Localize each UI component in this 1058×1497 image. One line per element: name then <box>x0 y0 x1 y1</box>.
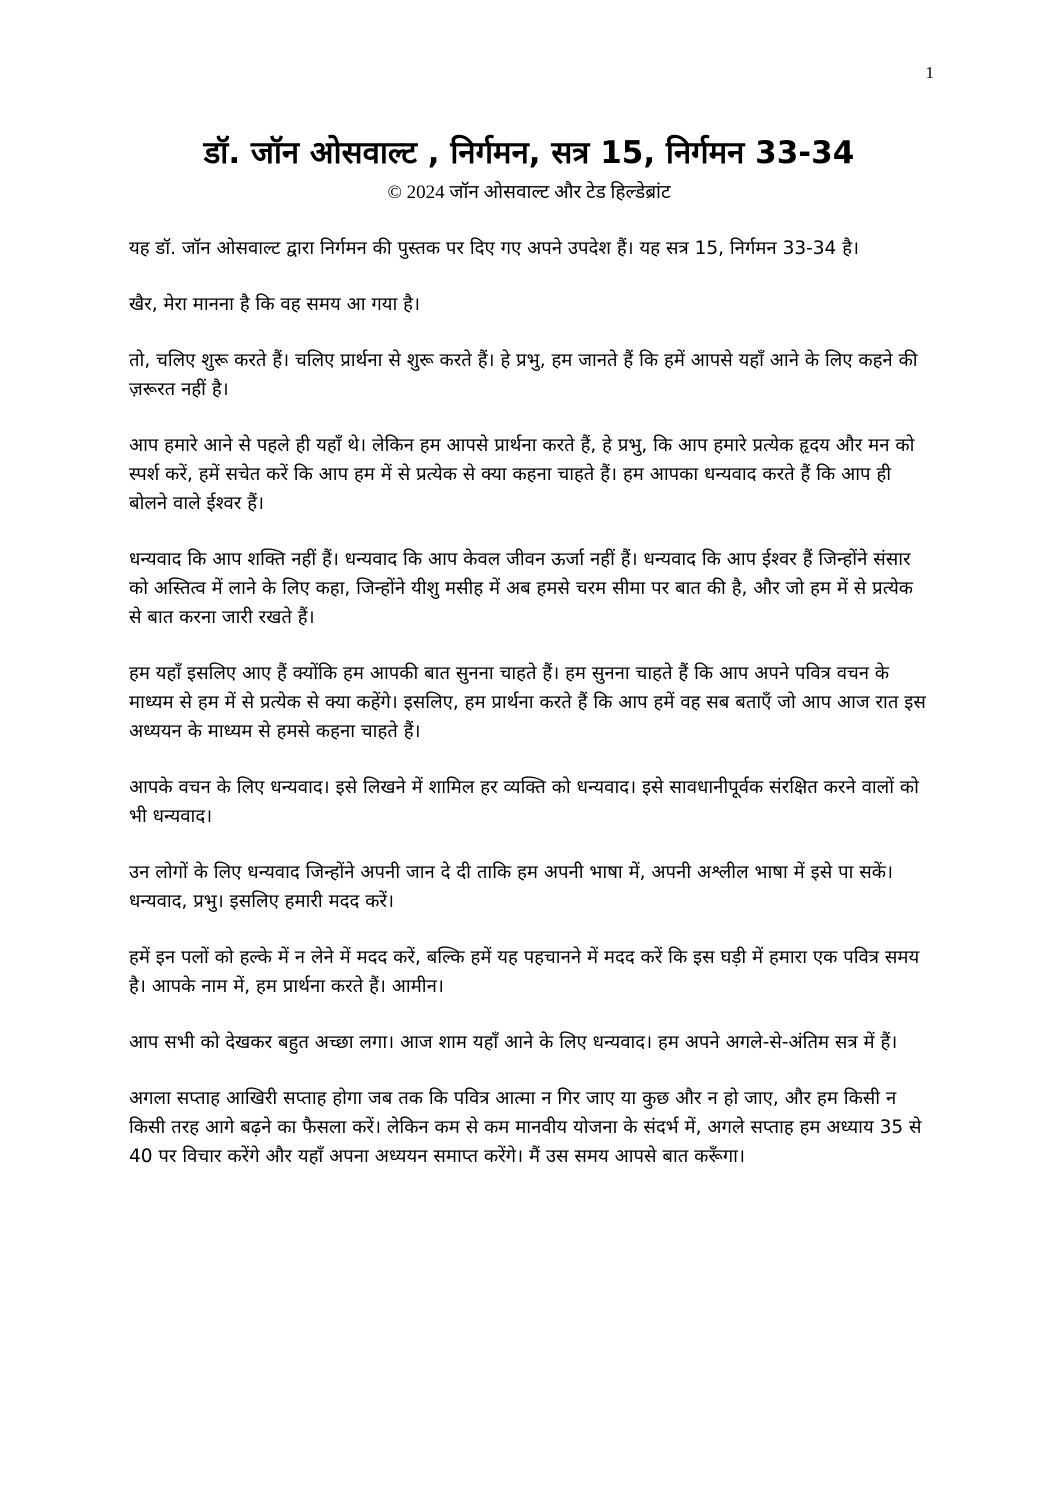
paragraph: तो, चलिए शुरू करते हैं। चलिए प्रार्थना से शुरू करते हैं। हे प्रभु, हम जानते हैं कि हमें आपसे यहाँ आने के लिए कहने की ज़रूरत नहीं है। <box>129 350 918 400</box>
paragraph: आप सभी को देखकर बहुत अच्छा लगा। आज शाम यहाँ आने के लिए धन्यवाद। हम अपने अगले-से-अंतिम सत्र में हैं। <box>129 1032 898 1053</box>
copyright-line: © 2024 जॉन ओसवाल्ट और टेड हिल्डेब्रांट <box>387 182 671 203</box>
paragraph: अगला सप्ताह आखिरी सप्ताह होगा जब तक कि पवित्र आत्मा न गिर जाए या कुछ और न हो जाए, और हम किसी न किसी तरह आगे बढ़ने का फैसला करें। लेकिन कम से कम मानवीय योजना के संदर्भ में, अगले सप्ताह हम अध्याय 35 से 40 पर विचार करेंगे और यहाँ अपना अध्ययन समाप्त करेंगे। मैं उस समय आपसे बात करूँगा। <box>129 1088 922 1167</box>
paragraph: यह डॉ. जॉन ओसवाल्ट द्वारा निर्गमन की पुस्तक पर दिए गए अपने उपदेश हैं। यह सत्र 15, निर्गमन 33-34 है। <box>129 238 860 259</box>
page-number: 1 <box>925 63 934 82</box>
paragraph: हम यहाँ इसलिए आए हैं क्योंकि हम आपकी बात सुनना चाहते हैं। हम सुनना चाहते हैं कि आप अपने पवित्र वचन के माध्यम से हम में से प्रत्येक से क्या कहेंगे। इसलिए, हम प्रार्थना करते हैं कि आप हमें वह सब बताएँ जो आप आज रात इस अध्ययन के माध्यम से हमसे कहना चाहते हैं। <box>129 663 926 742</box>
document-title: डॉ. जॉन ओसवाल्ट , निर्गमन, सत्र 15, निर्गमन 33-34 <box>203 135 855 171</box>
paragraph: धन्यवाद कि आप शक्ति नहीं हैं। धन्यवाद कि आप केवल जीवन ऊर्जा नहीं हैं। धन्यवाद कि आप ईश्वर हैं जिन्होंने संसार को अस्तित्व में लाने के लिए कहा, जिन्होंने यीशु मसीह में अब हमसे चरम सीमा पर बात की है, और जो हम में से प्रत्येक से बात करना जारी रखते हैं। <box>129 549 914 628</box>
paragraph: खैर, मेरा मानना है कि वह समय आ गया है। <box>129 294 421 315</box>
paragraph: उन लोगों के लिए धन्यवाद जिन्होंने अपनी जान दे दी ताकि हम अपनी भाषा में, अपनी अश्लील भाषा में इसे पा सकें। धन्यवाद, प्रभु। इसलिए हमारी मदद करें। <box>129 862 893 912</box>
paragraph: आपके वचन के लिए धन्यवाद। इसे लिखने में शामिल हर व्यक्ति को धन्यवाद। इसे सावधानीपूर्वक संरक्षित करने वालों को भी धन्यवाद। <box>129 777 919 827</box>
paragraph: हमें इन पलों को हल्के में न लेने में मदद करें, बल्कि हमें यह पहचानने में मदद करें कि इस घड़ी में हमारा एक पवित्र समय है। आपके नाम में, हम प्रार्थना करते हैं। आमीन। <box>129 947 920 997</box>
paragraph: आप हमारे आने से पहले ही यहाँ थे। लेकिन हम आपसे प्रार्थना करते हैं, हे प्रभु, कि आप हमारे प्रत्येक हृदय और मन को स्पर्श करें, हमें सचेत करें कि आप हम में से प्रत्येक से क्या कहना चाहते हैं। हम आपका धन्यवाद करते हैं कि आप ही बोलने वाले ईश्वर हैं। <box>129 435 915 514</box>
document-body <box>129 234 929 1198</box>
